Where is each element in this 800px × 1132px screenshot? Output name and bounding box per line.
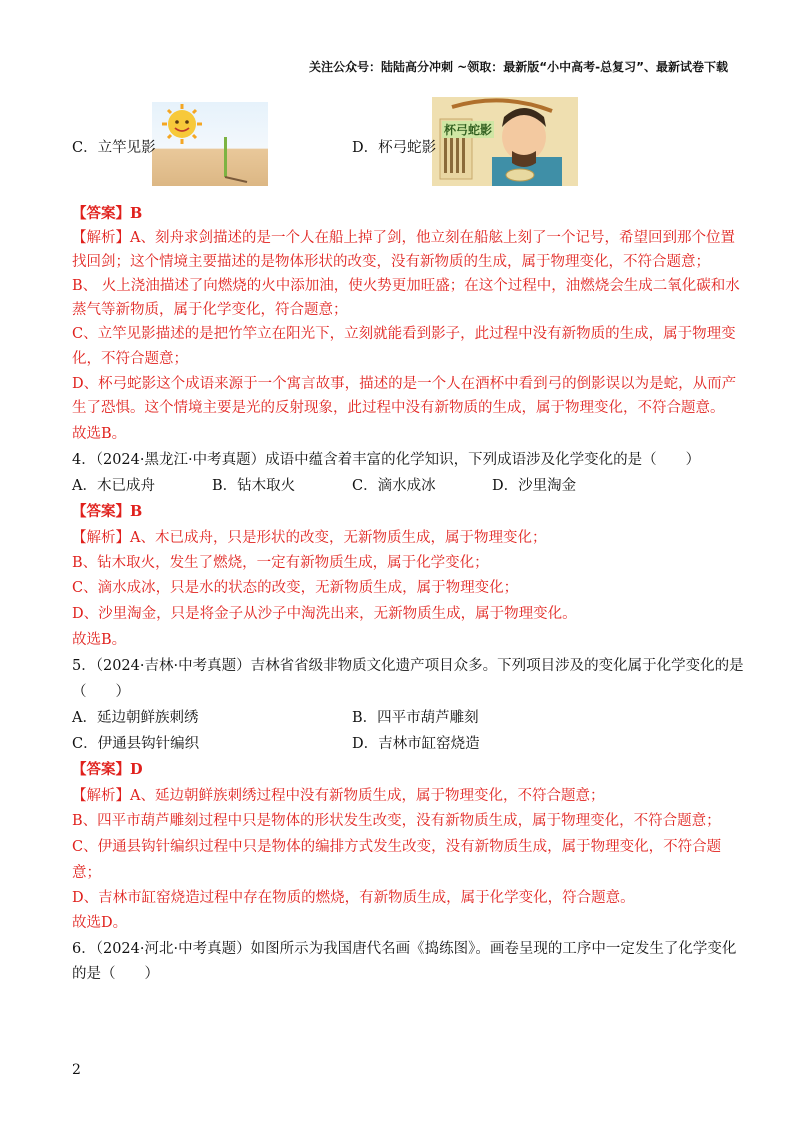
q4-option-c: C．滴水成冰 <box>352 478 436 494</box>
cup-bow-snake-image <box>432 97 578 186</box>
q3-analysis-line: 蒸气等新物质，属于化学变化，符合题意； <box>72 302 348 318</box>
sun-pole-image <box>152 102 268 186</box>
q4-conclusion: 故选B。 <box>72 632 127 648</box>
q3-analysis-line: D、杯弓蛇影这个成语来源于一个寓言故事，描述的是一个人在酒杯中看到弓的倒影误以为是蛇，从而产 <box>72 376 737 392</box>
q4-analysis-line: B、钻木取火，发生了燃烧，一定有新物质生成，属于化学变化； <box>72 555 489 571</box>
q3-analysis-line: 生了恐惧。这个情境主要是光的反射现象，此过程中没有新物质的生成，属于物理变化，不符合题意。 <box>72 400 725 416</box>
q5-answer: 【答案】D <box>72 761 143 778</box>
q3-analysis-line: 【解析】A、刻舟求剑描述的是一个人在船上掉了剑，他立刻在船舷上刻了一个记号，希望回到那个位置 <box>72 230 735 246</box>
q3-conclusion: 故选B。 <box>72 426 127 442</box>
q5-analysis-line: 意； <box>72 865 101 881</box>
q4-answer: 【答案】B <box>72 503 143 520</box>
q5-option-d: D．吉林市缸窑烧造 <box>352 736 480 752</box>
q3-analysis-line: 化，不符合题意； <box>72 351 188 367</box>
q5-analysis-line: D、吉林市缸窑烧造过程中存在物质的燃烧，有新物质生成，属于化学变化，符合题意。 <box>72 890 635 906</box>
q4-analysis-line: C、滴水成冰，只是水的状态的改变，无新物质生成，属于物理变化； <box>72 580 519 596</box>
q3-analysis-line: C、立竿见影描述的是把竹竿立在阳光下，立刻就能看到影子，此过程中没有新物质的生成，属于物理变 <box>72 326 736 342</box>
q6-stem: 6．（2024·河北·中考真题）如图所示为我国唐代名画《捣练图》。画卷呈现的工序中一定发生了化学变化 <box>72 941 737 957</box>
q4-analysis-line: D、沙里淘金，只是将金子从沙子中淘洗出来，无新物质生成，属于物理变化。 <box>72 606 577 622</box>
q4-option-d: D．沙里淘金 <box>492 478 577 494</box>
q5-stem: 5．（2024·吉林·中考真题）吉林省省级非物质文化遗产项目众多。下列项目涉及的变化属于化学变化的是 <box>72 658 744 674</box>
q6-stem-line2: 的是（ ） <box>72 966 159 982</box>
cup-bow-snake-image-caption: 杯弓蛇影 <box>444 123 493 137</box>
q4-option-a: A．木已成舟 <box>72 478 155 494</box>
q4-option-b: B．钻木取火 <box>212 478 296 494</box>
q5-conclusion: 故选D。 <box>72 915 128 931</box>
q5-option-a: A．延边朝鲜族刺绣 <box>72 710 199 726</box>
q5-stem-bracket: （ ） <box>72 684 130 700</box>
q5-analysis-line: C、伊通县钩针编织过程中只是物体的编排方式发生改变，没有新物质生成，属于物理变化，不符合题 <box>72 839 722 855</box>
q5-analysis-line: B、四平市葫芦雕刻过程中只是物体的形状发生改变，没有新物质生成，属于物理变化，不符合题意； <box>72 813 721 829</box>
q4-stem: 4．（2024·黑龙江·中考真题）成语中蕴含着丰富的化学知识，下列成语涉及化学变化的是（ ） <box>72 452 701 468</box>
q3-option-d: D．杯弓蛇影 <box>352 140 437 156</box>
q3-analysis-line: B、 火上浇油描述了向燃烧的火中添加油，使火势更加旺盛；在这个过程中，油燃烧会生成二氧化碳和水 <box>72 278 740 294</box>
q5-option-c: C．伊通县钩针编织 <box>72 736 200 752</box>
q3-analysis-line: 找回剑；这个情境主要描述的是物体形状的改变，没有新物质的生成，属于物理变化，不符合题意； <box>72 254 710 270</box>
q5-analysis-line: 【解析】A、延边朝鲜族刺绣过程中没有新物质生成，属于物理变化，不符合题意； <box>72 788 605 804</box>
page-header: 关注公众号：陆陆高分冲刺 ~领取：最新版“小中高考-总复习”、最新试卷下载 <box>309 60 728 74</box>
q3-answer: 【答案】B <box>72 205 143 222</box>
q5-option-b: B．四平市葫芦雕刻 <box>352 710 479 726</box>
page-number: 2 <box>72 1062 81 1078</box>
q4-analysis-line: 【解析】A、木已成舟，只是形状的改变，无新物质生成，属于物理变化； <box>72 530 547 546</box>
q3-option-c: C．立竿见影 <box>72 140 156 156</box>
